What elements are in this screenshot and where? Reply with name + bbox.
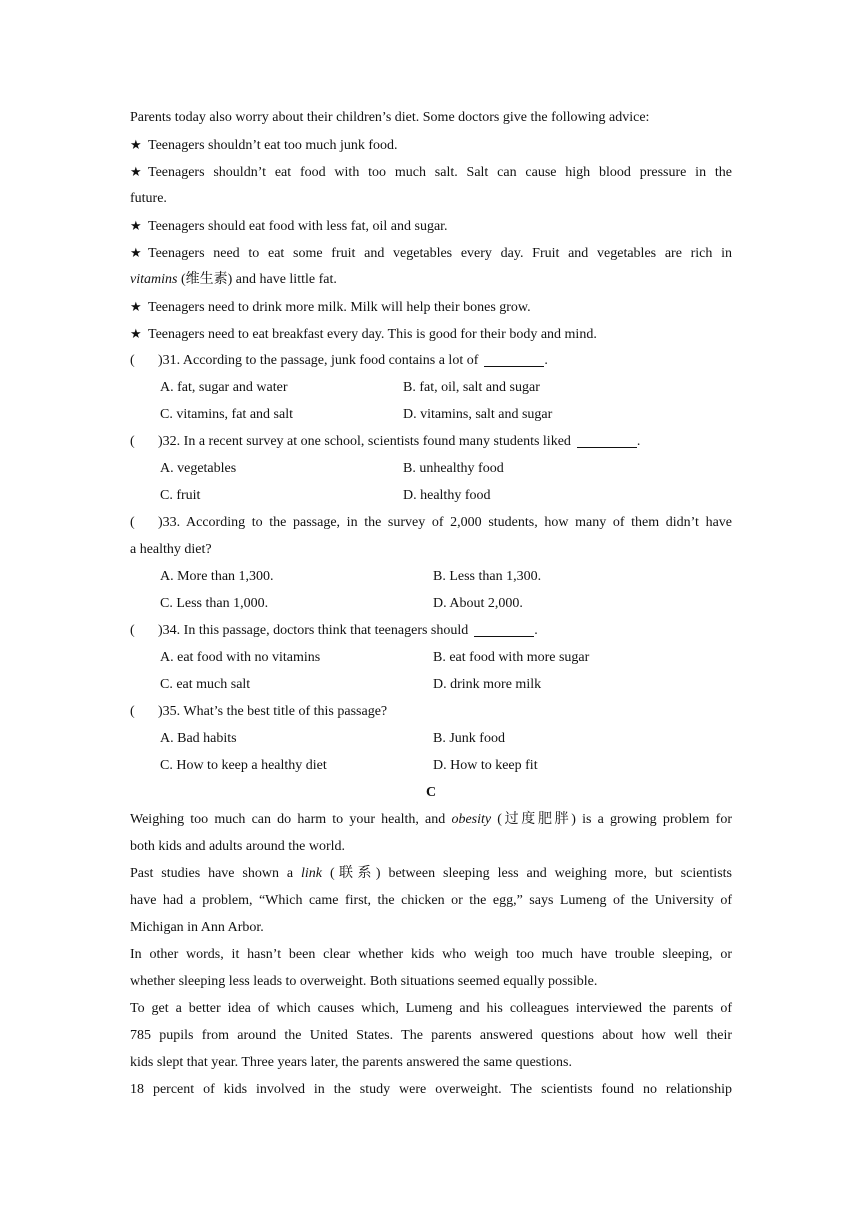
options-row [130, 725, 732, 752]
options-row [130, 455, 732, 482]
star-icon: ★ [130, 164, 142, 179]
option-b: B. unhealthy food [403, 461, 504, 476]
document-body [130, 104, 732, 1103]
options-row [130, 401, 732, 428]
answer-paren[interactable]: ( [130, 623, 135, 638]
section-heading: C [425, 785, 437, 800]
star-icon: ★ [130, 299, 142, 314]
option-d: D. About 2,000. [433, 596, 523, 611]
star-icon: ★ [130, 326, 142, 341]
paragraph-line: have had a problem, “Which came first, the chicken or the egg,” says Lumeng of the University of [130, 893, 732, 908]
paragraph-line: both kids and adults around the world. [130, 839, 346, 854]
options-row [130, 590, 732, 617]
answer-paren[interactable]: ( [130, 515, 135, 530]
paragraph-line: kids slept that year. Three years later, the parents answered the same questions. [130, 1055, 572, 1070]
options-row [130, 644, 732, 671]
answer-paren[interactable]: ( [130, 353, 135, 368]
option-c: C. How to keep a healthy diet [160, 758, 327, 773]
question-34: ( )34. In this passage, doctors think that teenagers should . [130, 617, 732, 644]
option-c: C. eat much salt [160, 677, 251, 692]
paragraph-line: whether sleeping less leads to overweight. Both situations seemed equally possible. [130, 974, 598, 989]
option-b: B. Less than 1,300. [433, 569, 542, 584]
paragraph-line: 785 pupils from around the United States. The parents answered questions about how well their [130, 1028, 732, 1043]
option-c: C. fruit [160, 488, 201, 503]
advice-item: ★ Teenagers should eat food with less fat, oil and sugar. [130, 212, 732, 239]
option-d: D. drink more milk [433, 677, 542, 692]
intro-line: Parents today also worry about their children’s diet. Some doctors give the following advice: [130, 110, 650, 125]
option-a: A. Bad habits [160, 731, 237, 746]
answer-blank [474, 622, 534, 637]
advice-item-cont: future. [130, 191, 167, 206]
options-row [130, 482, 732, 509]
star-icon: ★ [130, 137, 142, 152]
question-33: ( )33. According to the passage, in the survey of 2,000 students, how many of them didn’t have [130, 509, 732, 536]
star-icon: ★ [130, 245, 142, 260]
answer-blank [484, 352, 544, 367]
option-d: D. healthy food [403, 488, 491, 503]
answer-paren[interactable]: ( [130, 434, 135, 449]
option-a: A. eat food with no vitamins [160, 650, 321, 665]
question-32: ( )32. In a recent survey at one school, scientists found many students liked . [130, 428, 732, 455]
question-33-cont: a healthy diet? [130, 542, 212, 557]
options-row [130, 563, 732, 590]
option-a: A. More than 1,300. [160, 569, 274, 584]
option-b: B. fat, oil, salt and sugar [403, 380, 540, 395]
paragraph-line: Michigan in Ann Arbor. [130, 920, 264, 935]
question-31: ( )31. According to the passage, junk food contains a lot of . [130, 347, 732, 374]
advice-item-cont: vitamins (维生素) and have little fat. [130, 272, 337, 287]
options-row [130, 671, 732, 698]
option-b: B. eat food with more sugar [433, 650, 590, 665]
option-b: B. Junk food [433, 731, 505, 746]
option-a: A. fat, sugar and water [160, 380, 288, 395]
answer-paren[interactable]: ( [130, 704, 135, 719]
options-row [130, 752, 732, 779]
option-d: D. vitamins, salt and sugar [403, 407, 553, 422]
option-a: A. vegetables [160, 461, 237, 476]
paragraph-line: Weighing too much can do harm to your health, and obesity (过度肥胖) is a growing problem for [130, 812, 732, 827]
advice-item: ★ Teenagers need to drink more milk. Milk will help their bones grow. [130, 293, 732, 320]
options-row [130, 374, 732, 401]
star-icon: ★ [130, 218, 142, 233]
option-d: D. How to keep fit [433, 758, 538, 773]
option-c: C. vitamins, fat and salt [160, 407, 293, 422]
answer-blank [577, 433, 637, 448]
advice-item: ★ Teenagers need to eat breakfast every day. This is good for their body and mind. [130, 320, 732, 347]
paragraph-line: In other words, it hasn’t been clear whether kids who weigh too much have trouble sleeping, or [130, 947, 732, 962]
option-c: C. Less than 1,000. [160, 596, 269, 611]
question-35: ( )35. What’s the best title of this passage? [130, 698, 732, 725]
advice-item: ★ Teenagers need to eat some fruit and vegetables every day. Fruit and vegetables are rich in [130, 239, 732, 266]
paragraph-line: 18 percent of kids involved in the study were overweight. The scientists found no relationship [130, 1082, 732, 1097]
paragraph-line: To get a better idea of which causes which, Lumeng and his colleagues interviewed the parents of [130, 1001, 732, 1016]
advice-item: ★ Teenagers shouldn’t eat too much junk food. [130, 131, 732, 158]
advice-item: ★ Teenagers shouldn’t eat food with too much salt. Salt can cause high blood pressure in the [130, 158, 732, 185]
paragraph-line: Past studies have shown a link (联系) between sleeping less and weighing more, but scientists [130, 866, 732, 881]
